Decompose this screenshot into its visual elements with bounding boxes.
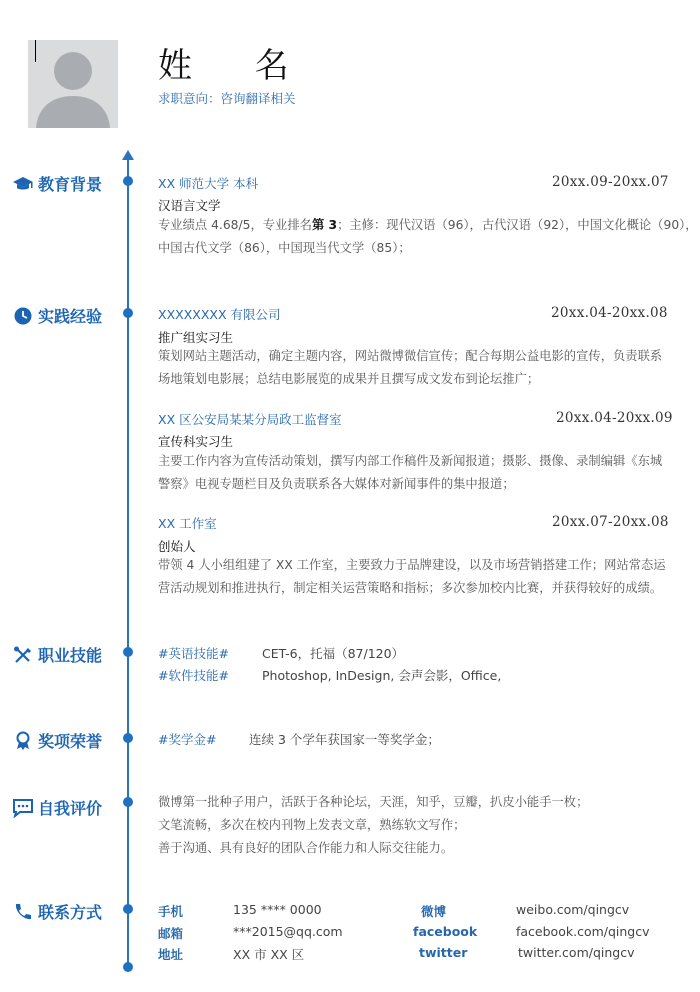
timeline-arrow (122, 150, 134, 160)
job-intent: 求职意向：咨询翻译相关 (158, 91, 296, 106)
chat-bubble-icon (12, 798, 34, 818)
section-title-contact: 联系方式 (12, 900, 102, 923)
timeline-dot (123, 176, 133, 186)
section-title-practice: 实践经验 (12, 304, 102, 327)
practice-desc: 策划网站主题活动，确定主题内容，网站微博微信宣传；配合每期公益电影的宣传，负责联系 场地策划电影展；总结电影展览的成果并且撰写成文发布到论坛推广； (158, 349, 663, 386)
address-value: XX 市 XX 区 (233, 947, 305, 962)
practice-date: 20xx.04-20xx.09 (556, 410, 673, 426)
timeline-dot (123, 962, 133, 972)
tools-icon (12, 645, 34, 665)
self-eval-text: 微博第一批种子用户，活跃于各种论坛，天涯，知乎，豆瓣，扒皮小能手一枚； 文笔流畅，多次在校内刊物上发表文章，熟练软文写作； 善于沟通、具有良好的团队合作能力和人际交往能力。 (158, 795, 589, 855)
section-title-education: 教育背景 (12, 172, 102, 195)
practice-org: XX 区公安局某某分局政工监督室 (158, 412, 342, 427)
timeline-dot (123, 904, 133, 914)
phone-label: 手机 (158, 904, 184, 919)
practice-role: 推广组实习生 (158, 330, 234, 345)
practice-date: 20xx.07-20xx.08 (552, 514, 669, 530)
skill-value: CET-6，托福（87/120） (262, 646, 405, 661)
section-title-skills: 职业技能 (12, 643, 102, 666)
facebook-label: facebook (413, 924, 478, 939)
award-tag: #奖学金# (158, 732, 217, 747)
weibo-label: 微博 (421, 904, 447, 919)
edu-school: XX 师范大学 本科 (158, 176, 259, 191)
section-title-self-eval: 自我评价 (12, 796, 102, 819)
edu-major: 汉语言文学 (158, 198, 221, 213)
practice-role: 宣传科实习生 (158, 434, 234, 449)
facebook-link[interactable]: facebook.com/qingcv (516, 924, 650, 939)
timeline-dot (123, 308, 133, 318)
email-label: 邮箱 (158, 926, 184, 941)
timeline-line (127, 160, 129, 965)
skill-tag: #英语技能# (158, 646, 229, 661)
phone-icon (12, 902, 34, 922)
practice-date: 20xx.04-20xx.08 (551, 305, 668, 321)
edu-date: 20xx.09-20xx.07 (552, 174, 669, 190)
page-title: 姓 名 (158, 46, 315, 86)
weibo-link[interactable]: weibo.com/qingcv (516, 902, 630, 917)
practice-org: XXXXXXXX 有限公司 (158, 307, 281, 322)
practice-desc: 带领 4 人小组组建了 XX 工作室，主要致力于品牌建设，以及市场营销搭建工作；网站常态运 营活动规划和推进执行，制定相关运营策略和指标；多次参加校内比赛，并获得较好的成绩。 (158, 558, 666, 595)
practice-role: 创始人 (158, 539, 196, 554)
email-value: ***2015@qq.com (233, 924, 343, 939)
practice-org: XX 工作室 (158, 516, 217, 531)
award-value: 连续 3 个学年获国家一等奖学金； (249, 732, 440, 747)
skill-value: Photoshop, InDesign, 会声会影，Office, (262, 668, 502, 683)
timeline-dot (123, 647, 133, 657)
ribbon-medal-icon (12, 731, 34, 751)
timeline-dot (123, 733, 133, 743)
clock-icon (12, 306, 34, 326)
timeline-dot (123, 797, 133, 807)
graduation-cap-icon (12, 174, 34, 194)
phone-value: 135 **** 0000 (233, 902, 322, 917)
practice-desc: 主要工作内容为宣传活动策划，撰写内部工作稿件及新闻报道；摄影、摄像、录制编辑《东城 警察》电视专题栏目及负责联系各大媒体对新闻事件的集中报道； (158, 454, 663, 491)
twitter-link[interactable]: twitter.com/qingcv (518, 945, 635, 960)
text-cursor (35, 40, 36, 62)
avatar (28, 40, 118, 128)
section-title-awards: 奖项荣誉 (12, 729, 102, 752)
twitter-label: twitter (419, 945, 468, 960)
address-label: 地址 (158, 947, 184, 962)
skill-tag: #软件技能# (158, 668, 229, 683)
edu-desc: 专业绩点 4.68/5，专业排名第 3；主修：现代汉语（96），古代汉语（92），中国文化概论（90）， 中国古代文学（86），中国现当代文学（85）； (158, 218, 698, 255)
